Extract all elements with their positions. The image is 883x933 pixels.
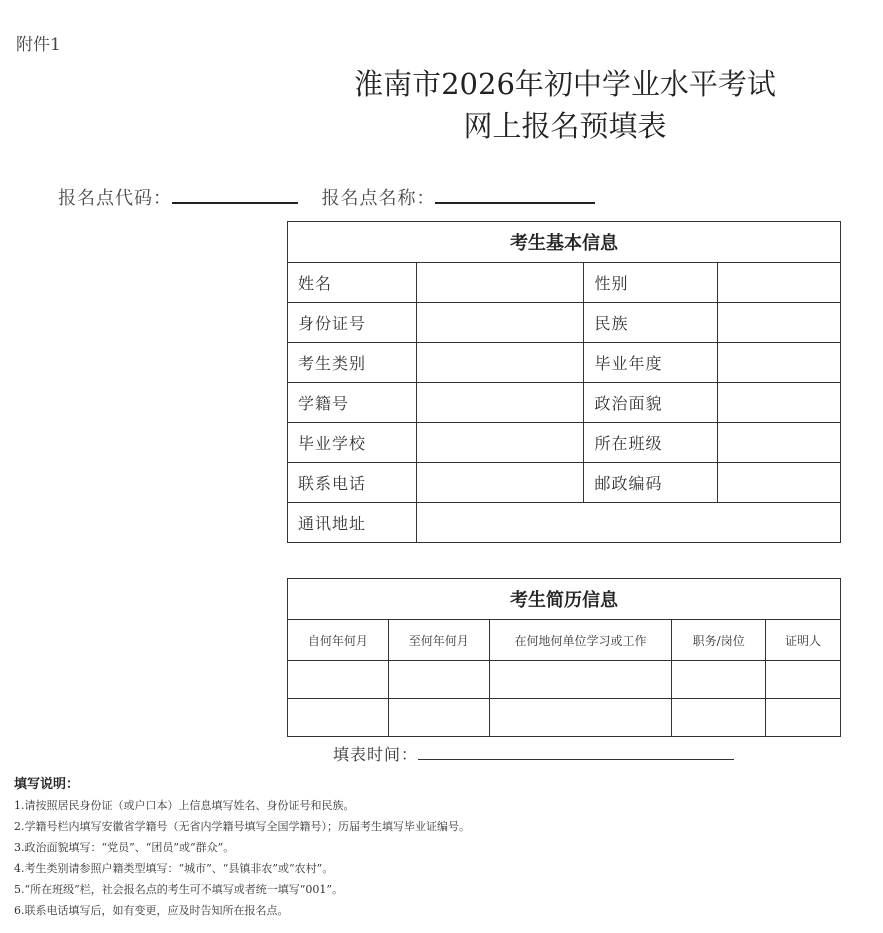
gender-label: 性别 (584, 263, 718, 303)
graduation-year-field[interactable] (718, 343, 841, 383)
resume-cell[interactable] (489, 661, 672, 699)
fill-date-blank[interactable] (418, 744, 734, 760)
id-number-label: 身份证号 (288, 303, 417, 343)
table-row (288, 423, 841, 463)
student-number-label: 学籍号 (288, 383, 417, 423)
registration-code-blank[interactable] (172, 184, 298, 204)
form-title-line2: 网上报名预填表 (463, 109, 667, 143)
resume-cell[interactable] (288, 661, 389, 699)
basic-info-table (287, 221, 841, 543)
name-field[interactable] (416, 263, 584, 303)
resume-info-table (287, 578, 841, 737)
table-row (288, 503, 841, 543)
resume-cell[interactable] (672, 661, 766, 699)
candidate-type-label: 考生类别 (288, 343, 417, 383)
ethnicity-field[interactable] (718, 303, 841, 343)
table-row (288, 463, 841, 503)
table-row (288, 383, 841, 423)
resume-info-heading: 考生简历信息 (288, 579, 841, 620)
basic-info-heading: 考生基本信息 (288, 222, 841, 263)
note-item: 4.考生类别请参照户籍类型填写：“城市”、“县镇非农”或“农村”。 (14, 862, 334, 875)
form-title-line1: 淮南市2026年初中学业水平考试 (354, 67, 776, 101)
attachment-label: 附件1 (16, 35, 61, 55)
registration-name-blank[interactable] (435, 184, 595, 204)
resume-cell[interactable] (766, 699, 841, 737)
resume-cell[interactable] (288, 699, 389, 737)
registration-code-label: 报名点代码： (58, 188, 172, 209)
table-row (288, 303, 841, 343)
table-row (288, 343, 841, 383)
resume-cell[interactable] (388, 699, 489, 737)
note-item: 2.学籍号栏内填写安徽省学籍号（无省内学籍号填写全国学籍号）；历届考生填写毕业证编号。 (14, 820, 470, 833)
postal-code-label: 邮政编码 (584, 463, 718, 503)
address-label: 通讯地址 (288, 503, 417, 543)
resume-cell[interactable] (766, 661, 841, 699)
phone-label: 联系电话 (288, 463, 417, 503)
name-label: 姓名 (288, 263, 417, 303)
column-header-to: 至何年何月 (388, 620, 489, 661)
postal-code-field[interactable] (718, 463, 841, 503)
column-header-witness: 证明人 (766, 620, 841, 661)
notes-title: 填写说明： (14, 777, 80, 792)
column-header-place: 在何地何单位学习或工作 (489, 620, 672, 661)
registration-name-label: 报名点名称： (321, 188, 436, 209)
id-number-field[interactable] (416, 303, 584, 343)
graduation-year-label: 毕业年度 (584, 343, 718, 383)
political-status-field[interactable] (718, 383, 841, 423)
phone-field[interactable] (416, 463, 584, 503)
note-item: 1.请按照居民身份证（或户口本）上信息填写姓名、身份证号和民族。 (14, 799, 355, 812)
column-header-position: 职务/岗位 (672, 620, 766, 661)
ethnicity-label: 民族 (584, 303, 718, 343)
student-number-field[interactable] (416, 383, 584, 423)
resume-cell[interactable] (489, 699, 672, 737)
note-item: 3.政治面貌填写：“党员”、“团员”或“群众”。 (14, 841, 235, 854)
candidate-type-field[interactable] (416, 343, 584, 383)
notes-list (14, 795, 470, 921)
graduation-school-label: 毕业学校 (288, 423, 417, 463)
note-item: 6.联系电话填写后，如有变更，应及时告知所在报名点。 (14, 904, 289, 917)
class-label: 所在班级 (584, 423, 718, 463)
note-item: 5.“所在班级”栏，社会报名点的考生可不填写或者统一填写“001”。 (14, 883, 343, 896)
column-header-from: 自何年何月 (288, 620, 389, 661)
graduation-school-field[interactable] (416, 423, 584, 463)
resume-cell[interactable] (388, 661, 489, 699)
table-row (288, 263, 841, 303)
fill-date-row (333, 742, 734, 765)
table-row (288, 661, 841, 699)
address-field[interactable] (416, 503, 840, 543)
fill-date-label: 填表时间： (333, 745, 419, 764)
registration-row (58, 184, 595, 210)
political-status-label: 政治面貌 (584, 383, 718, 423)
resume-cell[interactable] (672, 699, 766, 737)
table-row (288, 620, 841, 661)
gender-field[interactable] (718, 263, 841, 303)
class-field[interactable] (718, 423, 841, 463)
table-row (288, 699, 841, 737)
